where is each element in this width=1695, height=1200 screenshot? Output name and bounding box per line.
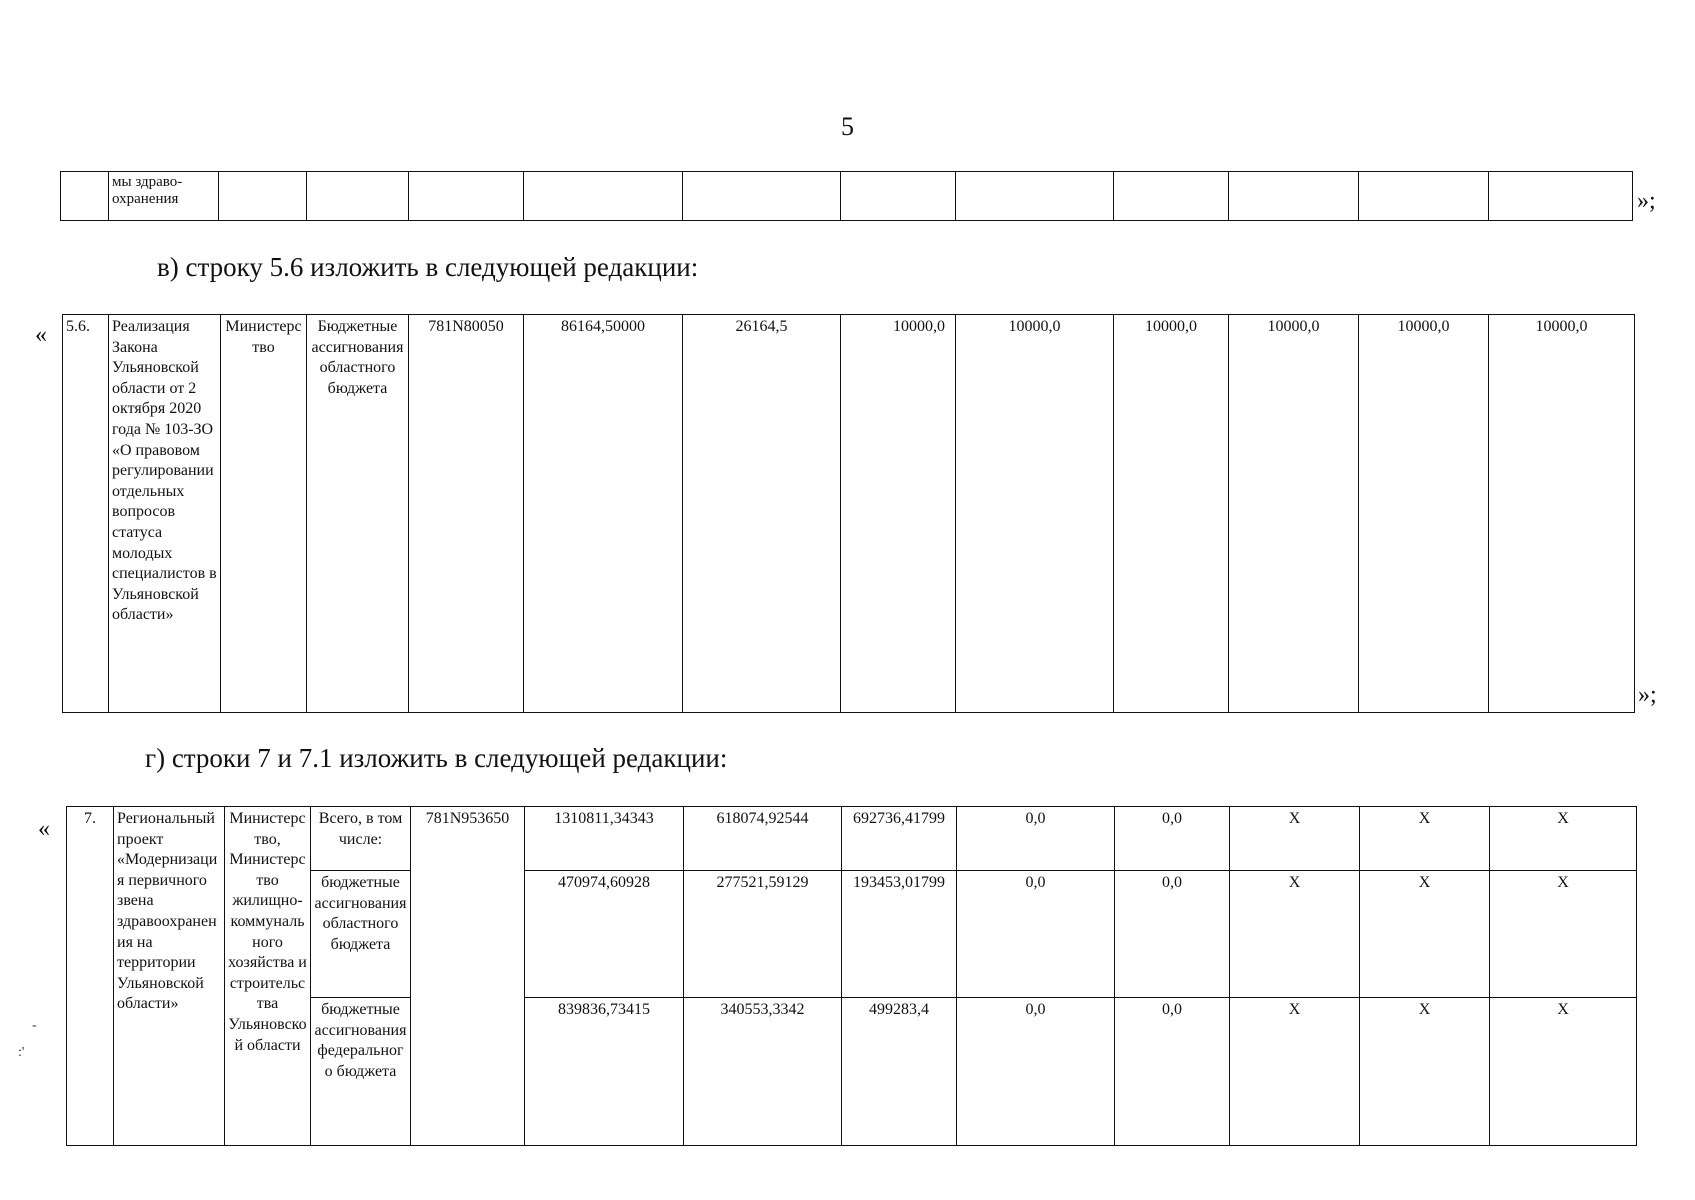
subrow-y4: 0,0 [1115,998,1230,1146]
row-number: 7. [67,807,114,1146]
fragment-cell [1359,172,1489,221]
subrow-y7: X [1490,998,1637,1146]
row-7-table [66,806,1637,1146]
subrow-total: 1310811,34343 [525,807,684,871]
fragment-cell [409,172,524,221]
subrow-y2: 499283,4 [842,998,957,1146]
row-code: 781N953650 [411,807,525,1146]
section-v-heading: в) строку 5.6 изложить в следующей редакции: [157,252,699,282]
fragment-cell [524,172,683,221]
fragment-cell [1229,172,1359,221]
row-y1: 26164,5 [683,315,841,713]
row-5-6-table [62,314,1635,713]
row-total: 86164,50000 [524,315,683,713]
row-y3: 10000,0 [956,315,1114,713]
subrow-y1: 277521,59129 [684,871,842,998]
row-number: 5.6. [63,315,109,713]
subrow-y5: X [1230,998,1360,1146]
subrow-y4: 0,0 [1115,871,1230,998]
subrow-y7: X [1490,871,1637,998]
subrow-y6: X [1360,807,1490,871]
subrow-y3: 0,0 [957,807,1115,871]
subrow-y6: X [1360,998,1490,1146]
section-g-open-quote: « [38,816,50,842]
section-v-end-quote: »; [1638,682,1657,708]
row-y7: 10000,0 [1489,315,1635,713]
fragment-cell [1489,172,1633,221]
subrow-y1: 618074,92544 [684,807,842,871]
fragment-cell-num [61,172,109,221]
subrow-y3: 0,0 [957,998,1115,1146]
fragment-cell [841,172,956,221]
fragment-cell [683,172,841,221]
fragment-cell [307,172,409,221]
subrow-source: бюджетные ассигнования федерального бюджета [311,998,411,1146]
fragment-end-quote: »; [1637,188,1656,214]
section-g-heading: г) строки 7 и 7.1 изложить в следующей редакции: [145,743,728,773]
row-source: Бюджетные ассигнования областного бюджета [307,315,409,713]
subrow-y5: X [1230,871,1360,998]
row-name: Региональный проект «Модернизация первичного звена здравоохранения на территории Ульяновской области» [114,807,225,1146]
subrow-y2: 692736,41799 [842,807,957,871]
subrow-y2: 193453,01799 [842,871,957,998]
subrow-source: Всего, в том числе: [311,807,411,871]
subrow-source: бюджетные ассигнования областного бюджета [311,871,411,998]
page-number: 5 [841,112,854,141]
row-executor: Министерство, Министерство жилищно-коммунального хозяйства и строительства Ульяновской области [225,807,311,1146]
section-v-open-quote: « [35,322,47,348]
fragment-cell-name: мы здраво-охранения [109,172,219,221]
scan-mark: :' [18,1045,25,1060]
subrow-y4: 0,0 [1115,807,1230,871]
top-fragment-table [60,171,1633,221]
subrow-y6: X [1360,871,1490,998]
fragment-cell [1114,172,1229,221]
row-y6: 10000,0 [1359,315,1489,713]
subrow-y1: 340553,3342 [684,998,842,1146]
row-y2: 10000,0 [841,315,956,713]
fragment-cell [956,172,1114,221]
subrow-total: 470974,60928 [525,871,684,998]
subrow-y3: 0,0 [957,871,1115,998]
row-y4: 10000,0 [1114,315,1229,713]
row-executor: Министерство [221,315,307,713]
row-y5: 10000,0 [1229,315,1359,713]
row-name: Реализация Закона Ульяновской области от 2 октября 2020 года № 103-ЗО «О правовом регулировании отдельных вопросов статуса молодых специалистов в Ульяновской области» [109,315,221,713]
fragment-cell [219,172,307,221]
subrow-y7: X [1490,807,1637,871]
subrow-total: 839836,73415 [525,998,684,1146]
scan-mark: - [32,1018,37,1033]
subrow-y5: X [1230,807,1360,871]
row-code: 781N80050 [409,315,524,713]
